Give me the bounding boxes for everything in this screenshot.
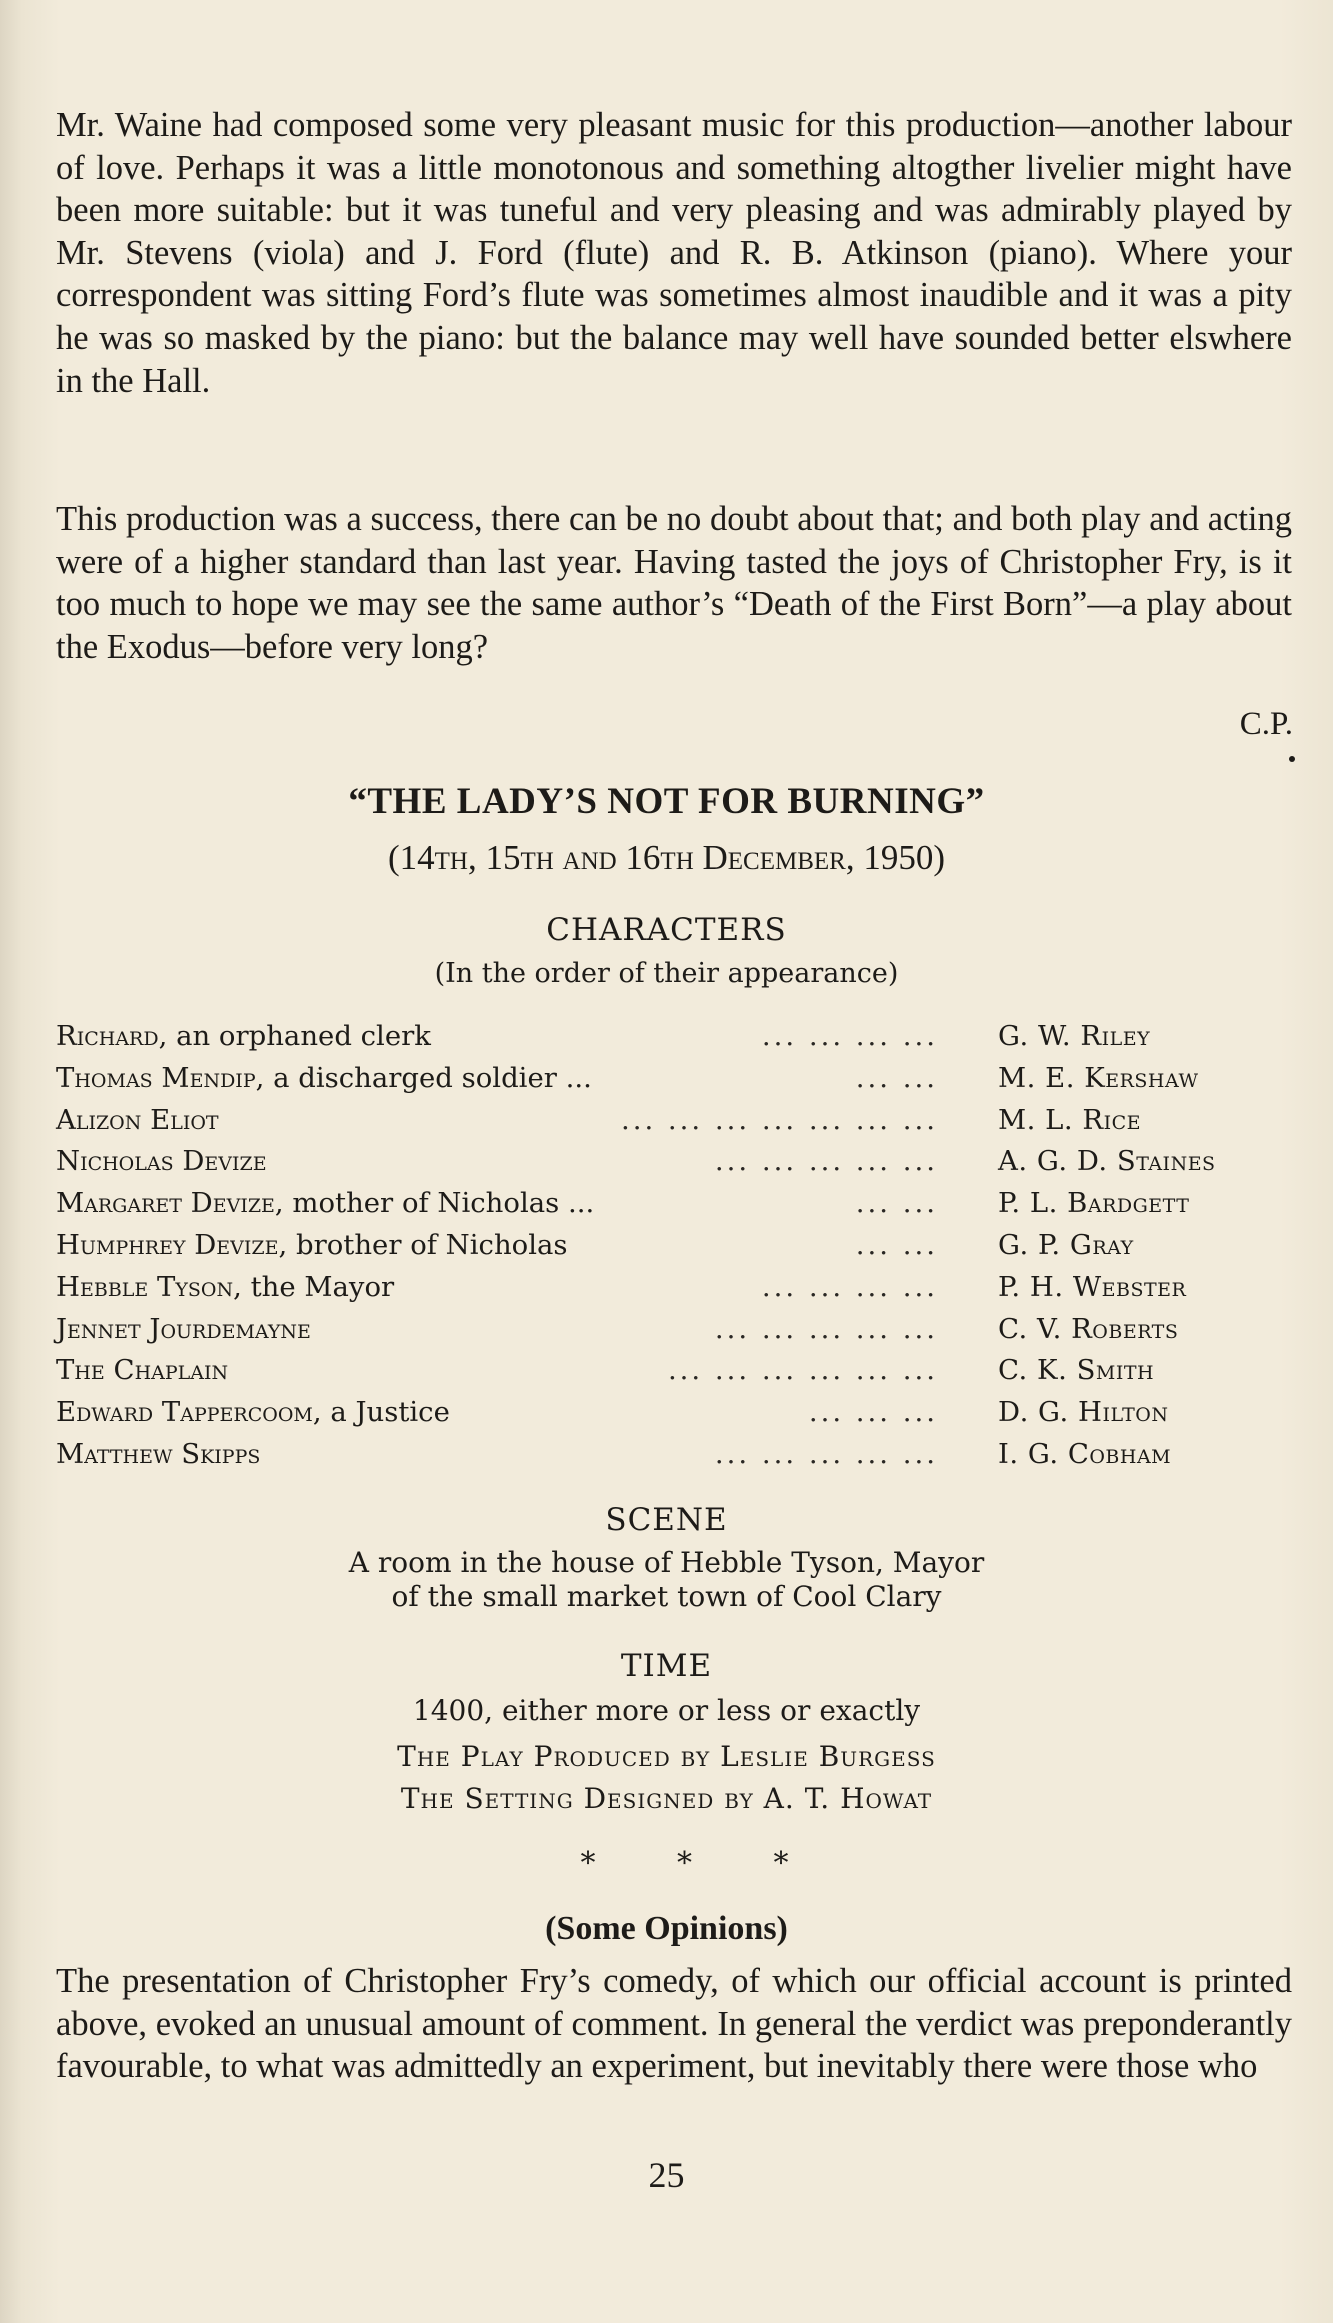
character-name: The Chaplain <box>56 1354 229 1387</box>
dot-leader: ... ... ... <box>808 1396 938 1429</box>
actor-name: M. E. Kershaw <box>998 1061 1199 1094</box>
page-number: 25 <box>648 2155 685 2195</box>
character-role <box>56 1434 260 1476</box>
character-description: an orphaned clerk <box>167 1020 431 1052</box>
dot-leader: ... ... ... ... ... <box>714 1312 938 1345</box>
character-name: Edward Tappercoom, <box>56 1396 322 1429</box>
dot-leader: ... ... ... ... <box>761 1270 938 1303</box>
character-name: Alizon Eliot <box>56 1103 219 1136</box>
cast-row <box>56 1016 1296 1058</box>
character-role <box>56 1058 592 1100</box>
cast-row <box>56 1100 1296 1142</box>
scene-line-2: of the small market town of Cool Clary <box>391 1580 942 1613</box>
character-role <box>56 1350 228 1392</box>
character-role <box>56 1100 219 1142</box>
character-name: Humphrey Devize, <box>56 1228 288 1261</box>
dot-leader: ... ... <box>855 1061 938 1094</box>
character-name: Thomas Mendip, <box>56 1061 265 1094</box>
character-name: Jennet Jourdemayne <box>56 1312 311 1345</box>
margin-dot <box>1289 756 1295 762</box>
actor-name: C. K. Smith <box>998 1354 1155 1387</box>
characters-subheading: (In the order of their appearance) <box>434 958 899 989</box>
cast-row <box>56 1058 1296 1100</box>
cast-row <box>56 1267 1296 1309</box>
character-role <box>56 1309 311 1351</box>
character-name: Margaret Devize, <box>56 1187 284 1220</box>
time-description: 1400, either more or less or exactly <box>412 1694 921 1727</box>
actor-name: I. G. Cobham <box>998 1437 1172 1470</box>
review-paragraph-music: Mr. Waine had composed some very pleasant music for this production—another labour of love. Perhaps it was a little monotonous and something altogther livelier might have been more suitable: but it was tuneful and very pleasing and was admirably played by Mr. Stevens (viola) and J. Ford (flute) and R. B. Atkinson (piano). Where your correspondent was sitting Ford’s flute was sometimes almost inaudible and it was a pity he was so masked by the piano: but the balance may well have sounded better elswhere in the Hall. <box>56 106 1292 400</box>
character-name: Nicholas Devize <box>56 1145 267 1178</box>
cast-row <box>56 1309 1296 1351</box>
author-signature: C.P. <box>1239 706 1293 742</box>
section-separator: * * * <box>580 1846 825 1881</box>
opinions-heading: (Some Opinions) <box>545 1910 788 1947</box>
character-description: a Justice <box>321 1396 450 1429</box>
actor-name: A. G. D. Staines <box>998 1145 1216 1178</box>
cast-row <box>56 1392 1296 1434</box>
set-designer-credit: The Setting Designed by A. T. Howat <box>400 1782 933 1815</box>
dot-leader: ... ... ... ... <box>761 1020 938 1052</box>
performance-dates: (14th, 15th and 16th December, 1950) <box>387 838 946 877</box>
character-description: mother of Nicholas ... <box>283 1187 595 1220</box>
cast-list <box>56 1016 1296 1476</box>
scene-line-1: A room in the house of Hebble Tyson, Mayor <box>348 1546 985 1579</box>
character-role <box>56 1225 568 1267</box>
cast-row <box>56 1350 1296 1392</box>
dot-leader: ... ... ... ... ... ... <box>667 1354 938 1387</box>
actor-name: G. W. Riley <box>998 1020 1151 1052</box>
dot-leader: ... ... ... ... ... <box>714 1145 938 1178</box>
dot-leader: ... ... <box>855 1228 938 1261</box>
review-paragraph-conclusion: This production was a success, there can be no doubt about that; and both play and acting were of a higher standard than last year. Having tasted the joys of Christopher Fry, is it too much to hope we may see the same author’s “Death of the First Born”—a play about the Exodus—before very long? <box>56 500 1292 666</box>
time-heading: TIME <box>620 1648 713 1684</box>
character-role <box>56 1141 267 1183</box>
character-name: Hebble Tyson, <box>56 1270 242 1303</box>
actor-name: C. V. Roberts <box>998 1312 1179 1345</box>
producer-credit: The Play Produced by Leslie Burgess <box>397 1740 936 1773</box>
dot-leader: ... ... ... ... ... <box>714 1437 938 1470</box>
cast-row <box>56 1141 1296 1183</box>
character-role <box>56 1183 594 1225</box>
scene-description <box>0 1546 1333 1614</box>
opinions-paragraph: The presentation of Christopher Fry’s comedy, of which our official account is printed above, evoked an unusual amount of comment. In general the verdict was preponderantly favourable, to what was admittedly an experiment, but inevitably there were those who <box>56 1962 1292 2086</box>
dot-leader: ... ... ... ... ... ... ... <box>620 1103 938 1136</box>
actor-name: D. G. Hilton <box>998 1396 1169 1429</box>
actor-name: G. P. Gray <box>998 1228 1134 1261</box>
character-name: Richard, <box>56 1020 168 1052</box>
scene-heading: SCENE <box>605 1502 728 1538</box>
character-description: brother of Nicholas <box>287 1228 568 1261</box>
cast-row <box>56 1434 1296 1476</box>
character-description: a discharged soldier ... <box>264 1061 592 1094</box>
character-role <box>56 1267 394 1309</box>
character-role <box>56 1392 450 1434</box>
dot-leader: ... ... <box>855 1187 938 1220</box>
cast-row <box>56 1183 1296 1225</box>
characters-heading: CHARACTERS <box>546 912 787 948</box>
actor-name: P. H. Webster <box>998 1270 1187 1303</box>
actor-name: M. L. Rice <box>998 1103 1142 1136</box>
character-name: Matthew Skipps <box>56 1437 261 1470</box>
actor-name: P. L. Bardgett <box>998 1187 1190 1220</box>
character-role <box>56 1016 431 1058</box>
character-description: the Mayor <box>241 1270 395 1303</box>
cast-row <box>56 1225 1296 1267</box>
play-title: “THE LADY’S NOT FOR BURNING” <box>348 781 985 822</box>
